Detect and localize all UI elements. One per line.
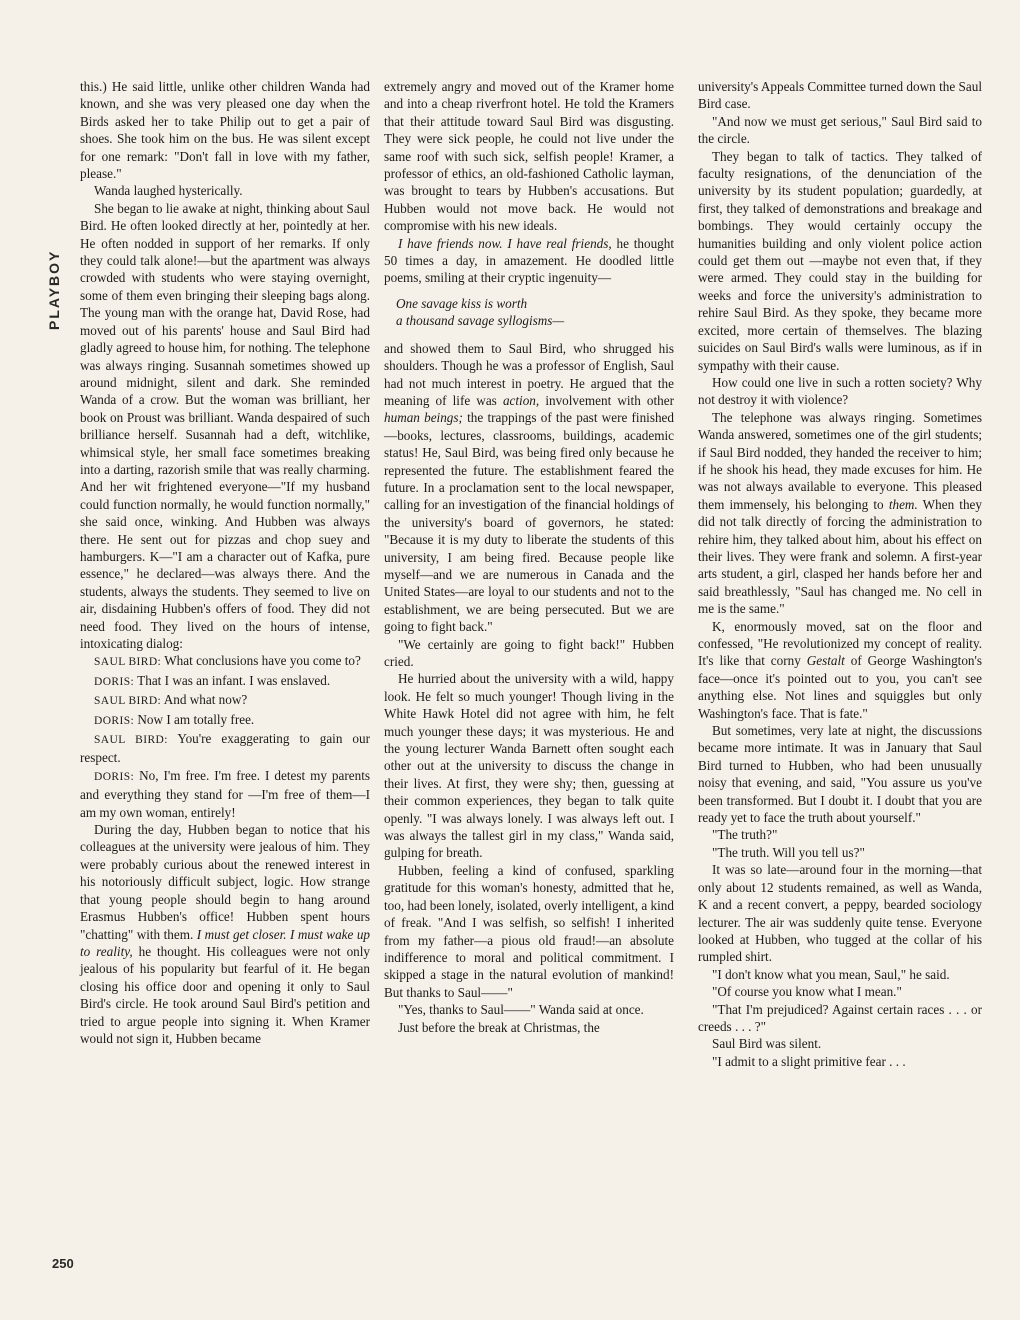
dialog-text: That I was an infant. I was enslaved.: [137, 672, 331, 688]
poem: [396, 295, 674, 330]
paragraph: extremely angry and moved out of the Kramer home and into a cheap riverfront hotel. He told the Kramers that their attitude toward Saul Bird was disgusting. They were sick people, he could not live under the same roof with such sick, selfish people! Kramer, a professor of ethics, an old-fashioned Catholic layman, was brought to tears by Hubben's accusations. But Hubben would not move back. He would not compromise with his new ideals.: [384, 79, 674, 234]
italic-run: I have friends now. I have real friends,: [398, 235, 612, 251]
paragraph: She began to lie awake at night, thinking about Saul Bird. He often looked directly at her, pointedly at her. He often nodded in support of her remarks. If only they could talk alone!—but the apartment was always crowded with students who were staying overnight, some of them even bringing their sleeping bags along. The young man with the orange hat, David Rose, had moved out of his parents' house and Saul Bird had gladly agreed to house him, for nothing. The telephone was always ringing. Susannah sometimes showed up around midnight, silent and dark. She reminded Wanda of a crow. But the woman was brilliant, her book on Proust was brilliant. Wanda despaired of such brilliance herself. Susannah had a deft, witchlike, whimsical style, her small face sometimes breaking into a darting, razorish smile that was really charming. And her wit frightened everyone—"If my husband could function normally, he would function normally," she said once, winking. And Hubben was always there. He sent out for pizzas and chop suey and hamburgers. K—"I am a character out of Kafka, pure essence," he declared—was always there. And the students, always the students. They seemed to live on air, disdaining Hubben's offers of food. They did not need food. They lived on the hours of intense, intoxicating dialog:: [80, 200, 370, 651]
dialog-text: What conclusions have you come to?: [164, 653, 361, 669]
dialog-text: And what now?: [163, 692, 248, 708]
paragraph: [384, 340, 674, 636]
dialog-text: No, I'm free. I'm free. I detest my parents and everything they stand for —I'm free of them—I am my own woman, entirely!: [80, 767, 371, 820]
dialog-text: Now I am totally free.: [137, 711, 255, 727]
speaker-name: SAUL BIRD:: [94, 656, 162, 669]
dialog-text: You're exaggerating to gain our respect.: [80, 731, 371, 766]
text-run: he thought 50 times a day, in amazement. He doodled little poems, smiling at their cryptic ingenuity—: [384, 235, 675, 286]
dialog-line: [80, 711, 370, 730]
italic-run: I must get closer. I must wake up to reality,: [80, 926, 371, 959]
text-column-1: [80, 78, 370, 1047]
dialog-line: [80, 672, 370, 691]
text-run: and showed them to Saul Bird, who shrugged his shoulders. Though he was a professor of English, Saul had not much interest in poetry. He argued that the meaning of life was: [384, 340, 674, 408]
text-run: of George Washington's face—once it's pointed out to you, you can't see anything else. Not lines and squiggles but only Washington's face. That is fate.": [698, 653, 983, 721]
paragraph: He hurried about the university with a wild, happy look. He felt so much younger! Though living in the White Hawk Hotel did not agree with him, he felt much younger these days; it was mysterious. He and the young lecturer Wanda Barnett often sought each other out at the university to discuss the change in their lives. At first, they were shy; then, guessing at their common experiences, they began to talk quite openly. "I was always lonely. I was always left out. I was always the tallest girl in my class," Wanda said, gulping for breath.: [384, 671, 674, 861]
text-run: involvement with other: [545, 392, 675, 408]
paragraph: "And now we must get serious," Saul Bird said to the circle.: [698, 113, 982, 147]
paragraph: It was so late—around four in the morning—that only about 12 students remained, as well as Wanda, K and a recent convert, a peppy, bearded sociology lecturer. The air was suddenly quite tense. Everyone looked at Hubben, who tugged at the collar of his rumpled shirt.: [698, 862, 982, 965]
italic-run: human beings;: [384, 410, 463, 426]
dialog-line: [80, 767, 370, 821]
paragraph: "I don't know what you mean, Saul," he said.: [712, 966, 950, 982]
text-run: The telephone was always ringing. Sometimes Wanda answered, sometimes one of the girl students; if Saul Bird nodded, they handed the receiver to him; if he shook his head, they made excuses for him. He was not always available to everyone. This pleased them immensely, his belonging to: [698, 409, 982, 512]
text-run: When they did not talk directly of forcing the administration to rehire him, they talked about him, about his effect on their lives. They were frank and solemn. A first-year arts student, a girl, clasped her hands before her and said breathlessly, "Saul has changed me. No cell in me is the same.": [698, 496, 983, 617]
paragraph: But sometimes, very late at night, the discussions became more intimate. It was in January that Saul Bird turned to Hubben, who had been unusually noisy that evening, and said, "You assure us you've been transformed. But I doubt it. I doubt that you are ready yet to face the truth about yourself.": [698, 723, 982, 826]
speaker-name: DORIS:: [94, 675, 135, 688]
dialog-line: [80, 730, 370, 767]
italic-run: them.: [888, 496, 918, 512]
italic-run: Gestalt: [806, 653, 845, 669]
paragraph: Saul Bird was silent.: [712, 1036, 822, 1052]
paragraph: [384, 235, 674, 287]
running-head: PLAYBOY: [46, 249, 62, 330]
paragraph: university's Appeals Committee turned down the Saul Bird case.: [698, 79, 982, 112]
speaker-name: SAUL BIRD:: [94, 695, 162, 708]
paragraph: "The truth. Will you tell us?": [712, 844, 865, 860]
dialog-line: [80, 691, 370, 710]
speaker-name: DORIS:: [94, 770, 135, 783]
paragraph: "Yes, thanks to Saul——" Wanda said at once.: [398, 1002, 644, 1018]
italic-run: action,: [502, 392, 540, 408]
paragraph: Hubben, feeling a kind of confused, sparkling gratitude for this woman's honesty, admitted that he, too, had been lonely, isolated, overly intelligent, a kind of freak. "And I was selfish, so selfish! I inherited from my father—a pious old fraud!—an absolute indifference to moral and political commitment. I skipped a stage in the natural evolution of mankind! But thanks to Saul——": [384, 862, 674, 1000]
poem-line: a thousand savage syllogisms—: [396, 313, 565, 329]
paragraph: Wanda laughed hysterically.: [94, 183, 243, 199]
paragraph: "We certainly are going to fight back!" Hubben cried.: [384, 636, 674, 669]
text-run: During the day, Hubben began to notice that his colleagues at the university were jealous of him. They were probably curious about the renewed interest in his notoriously difficult subject, logic. How strange that young people should begin to hang around Erasmus Hubben's office! Hubben spent hours "chatting" with them.: [80, 822, 370, 942]
paragraph: this.) He said little, unlike other children Wanda had known, and she was very pleased one day when the Birds asked her to take Philip out to get a pair of shoes. She took him on the bus. He was silent except for one remark: "Don't fall in love with my father, please.": [80, 79, 370, 182]
poem-line: One savage kiss is worth: [396, 295, 528, 311]
paragraph: "Of course you know what I mean.": [712, 984, 902, 1000]
paragraph: How could one live in such a rotten society? Why not destroy it with violence?: [698, 374, 982, 408]
text-run: the trappings of the past were finished—books, lectures, classrooms, buildings, academic status! He, Saul Bird, was being fired only because he represented the future. The establishment feared the future. In a proclamation sent to the local newspaper, calling for an investigation of the financial holdings of the university's board of governors, he stated: "Because it is my duty to liberate the students of this university, I am being fired. Because people like myself—and we are numerous in Canada and the United States—are loyal to our students and not to the establishment, we are being persecuted. But we are going to fight back.": [384, 410, 674, 635]
paragraph: "The truth?": [712, 827, 778, 843]
page-number: 250: [52, 1256, 74, 1271]
text-column-3: [698, 78, 982, 1070]
speaker-name: DORIS:: [94, 714, 135, 727]
text-run: K, enormously moved, sat on the floor and confessed, "He revolutionized my concept of reality. It's like that corny: [698, 618, 982, 669]
speaker-name: SAUL BIRD:: [94, 734, 168, 747]
text-column-2: [384, 78, 674, 1036]
paragraph: [80, 821, 370, 1047]
paragraph: "I admit to a slight primitive fear . . .: [712, 1053, 906, 1069]
paragraph: Just before the break at Christmas, the: [398, 1019, 600, 1035]
paragraph: They began to talk of tactics. They talked of faculty resignations, of the denunciation of the university by its student population; guardedly, at first, they talked of demonstrations and breakage and bombings. They would certainly occupy the humanities building and only violent police action could get them out —maybe not even that, if they were armed. They could stay in the building for weeks and force the university's administration to rehire Saul Bird. As they spoke, they became more excited, more certain of themselves. The blazing suicides on Saul Bird's walls were luminous, as if in sympathy with their cause.: [698, 148, 982, 373]
dialog-line: [80, 652, 370, 671]
paragraph: [698, 409, 982, 618]
paragraph: [698, 618, 982, 722]
text-run: he thought. His colleagues were not only jealous of his popularity but fearful of it. He began closing his office door and opening it only to Saul Bird's circle. He took around Saul Bird's petition and tried to argue people into signing it. When Kramer would not sign it, Hubben became: [80, 943, 371, 1046]
paragraph: "That I'm prejudiced? Against certain races . . . or creeds . . . ?": [698, 1001, 982, 1034]
